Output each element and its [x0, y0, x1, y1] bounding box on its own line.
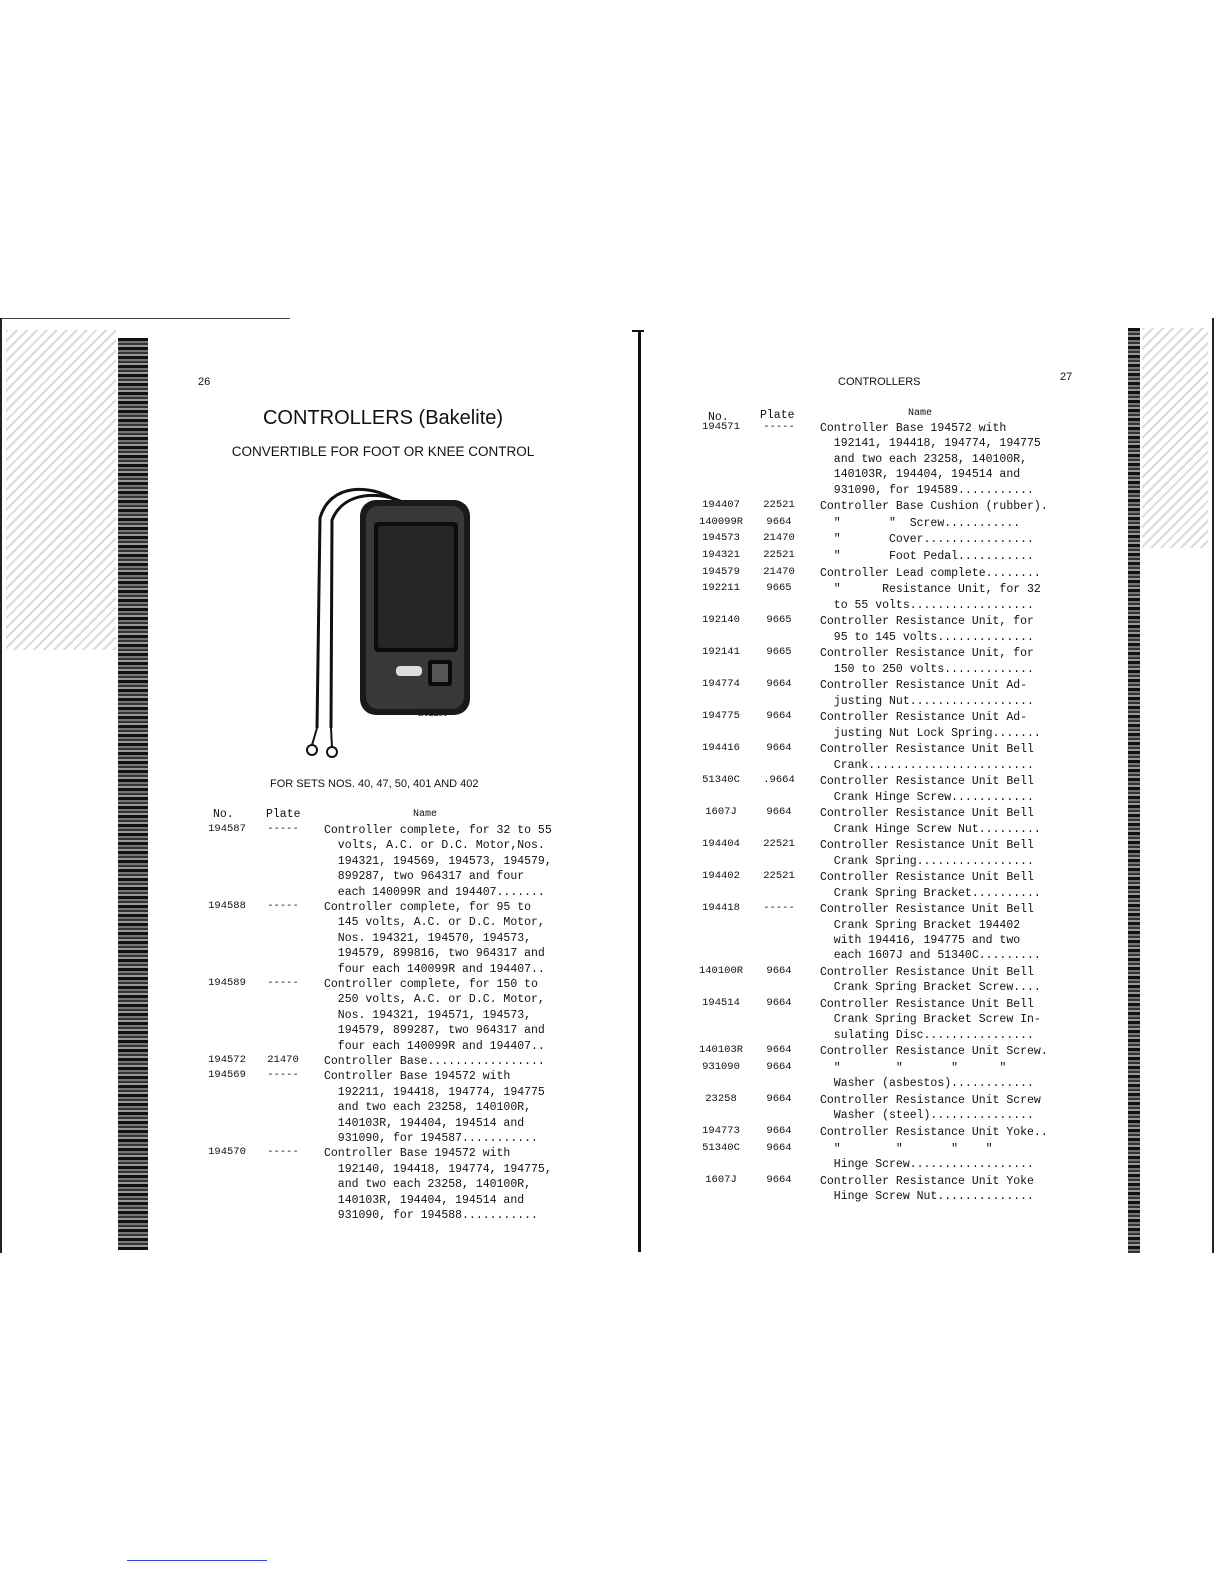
table-row — [690, 1093, 1070, 1124]
part-name: Controller Base 194572 with 192141, 194418, 194774, 194775 and two each 23258, 140100R, 140103R, 194404, 194514 and 931090, for 194589........... — [820, 422, 1041, 497]
table-row — [690, 1044, 1070, 1059]
table-row — [690, 774, 1070, 805]
plate-number: 9664 — [766, 1044, 792, 1057]
table-row — [690, 1125, 1070, 1140]
table-row — [690, 549, 1070, 564]
scan-noise-right — [1142, 328, 1208, 548]
part-name: " Resistance Unit, for 32 to 55 volts.................. — [833, 583, 1041, 612]
part-number: 192140 — [702, 614, 740, 627]
page-edge-right — [1212, 318, 1214, 1253]
table-row — [196, 900, 576, 977]
plate-number: 9664 — [766, 965, 792, 977]
col-header-name-right: Name — [908, 408, 933, 419]
plate-number: 9664 — [766, 1093, 792, 1105]
plate-number: ----- — [267, 977, 299, 989]
binding-strip-right — [1128, 328, 1140, 1253]
figure-caption: E1229I — [418, 708, 448, 719]
table-row — [690, 1142, 1070, 1173]
plate-number: 21470 — [763, 565, 795, 578]
plate-number: 9664 — [766, 742, 792, 755]
part-number: 140103R — [698, 1044, 744, 1057]
part-number: 1607J — [705, 1173, 737, 1186]
part-name: Controller Resistance Unit Yoke.. — [820, 1126, 1048, 1139]
scan-top-line — [0, 318, 290, 319]
part-number: 194589 — [208, 977, 246, 989]
table-row — [196, 823, 576, 900]
col-header-plate-right: Plate — [760, 409, 795, 422]
part-name: Controller complete, for 95 to 145 volts, A.C. or D.C. Motor, Nos. 194321, 194570, 194573, 194579, 899816, two 964317 and four each 140099R and 194407.. — [324, 901, 545, 976]
part-number: 194587 — [208, 823, 246, 835]
table-row — [690, 532, 1070, 547]
controller-illustration — [300, 478, 480, 763]
plate-number: ----- — [267, 1146, 299, 1159]
part-number: 194774 — [702, 678, 740, 691]
plate-number: ----- — [763, 902, 795, 915]
plate-number: .9664 — [763, 774, 795, 787]
page-edge-left — [0, 318, 2, 1253]
part-number: 192211 — [702, 582, 740, 595]
part-number: 140099R — [698, 515, 744, 528]
table-row — [690, 742, 1070, 773]
for-sets-line: FOR SETS NOS. 40, 47, 50, 401 AND 402 — [270, 778, 479, 790]
part-number: 194514 — [702, 997, 740, 1009]
part-name: Controller Resistance Unit Bell Crank Hinge Screw............ — [820, 775, 1034, 804]
plate-number: 9664 — [766, 1173, 792, 1186]
part-number: 194571 — [702, 421, 740, 433]
plate-number: 22521 — [763, 499, 795, 512]
part-number: 194569 — [208, 1069, 246, 1082]
page-title: CONTROLLERS (Bakelite) — [262, 407, 504, 429]
plate-number: ----- — [267, 900, 299, 912]
table-row — [690, 646, 1070, 677]
plate-number: 22521 — [763, 870, 795, 883]
plate-number: 9665 — [766, 646, 792, 659]
part-name: Controller Resistance Unit Ad- justing Nut.................. — [820, 679, 1034, 708]
table-row — [690, 710, 1070, 741]
part-name: " " " " Hinge Screw.................. — [833, 1142, 1034, 1171]
part-name: Controller Base................. — [324, 1055, 545, 1068]
part-number: 51340C — [702, 774, 740, 787]
part-number: 194407 — [702, 499, 740, 512]
plate-number: 9665 — [766, 614, 792, 627]
page-number-left: 26 — [198, 376, 211, 388]
part-name: Controller Resistance Unit Screw Washer (steel)............... — [820, 1094, 1041, 1123]
plate-number: 9664 — [766, 1125, 792, 1137]
plate-number: ----- — [267, 1069, 299, 1082]
part-name: Controller Base 194572 with 192140, 194418, 194774, 194775, and two each 23258, 140100R, 140103R, 194404, 194514 and 931090, for 194588........... — [324, 1147, 552, 1223]
plate-number: 9665 — [766, 582, 792, 595]
part-number: 194775 — [702, 710, 740, 723]
plate-number: 9664 — [766, 997, 792, 1009]
table-row — [196, 1146, 576, 1223]
binding-strip-left — [118, 338, 148, 1250]
page-number-right: 27 — [1060, 371, 1073, 383]
part-number: 194572 — [208, 1054, 246, 1066]
plate-number: ----- — [267, 823, 299, 835]
part-name: Controller Resistance Unit Bell Crank........................ — [820, 743, 1034, 772]
part-number: 194570 — [208, 1146, 246, 1159]
table-row — [196, 977, 576, 1054]
part-name: Controller Resistance Unit Bell Crank Spring................. — [820, 839, 1034, 868]
part-name: Controller Base 194572 with 192211, 194418, 194774, 194775 and two each 23258, 140100R, 140103R, 194404, 194514 and 931090, for 194587........... — [324, 1070, 545, 1146]
plate-number: 22521 — [763, 838, 795, 851]
plate-number: 9664 — [766, 806, 792, 819]
table-row — [690, 516, 1070, 531]
table-row — [690, 1061, 1070, 1092]
part-number: 51340C — [702, 1141, 740, 1154]
plate-number: 22521 — [763, 549, 795, 561]
part-name: Controller Resistance Unit Yoke Hinge Screw Nut.............. — [820, 1174, 1034, 1203]
part-name: Controller Lead complete........ — [820, 566, 1041, 580]
scan-noise-left — [6, 330, 116, 650]
table-row — [690, 997, 1070, 1043]
part-name: Controller Base Cushion (rubber). — [820, 500, 1048, 514]
plate-number: 9664 — [766, 1061, 792, 1073]
col-header-plate: Plate — [266, 808, 301, 821]
part-number: 140100R — [698, 965, 744, 977]
part-number: 194416 — [702, 742, 740, 755]
page-gutter — [638, 330, 641, 1252]
table-row — [690, 806, 1070, 837]
table-row — [690, 582, 1070, 613]
part-number: 194321 — [702, 549, 740, 561]
part-number: 931090 — [702, 1061, 740, 1073]
part-name: Controller complete, for 150 to 250 volts, A.C. or D.C. Motor, Nos. 194321, 194571, 194573, 194579, 899287, two 964317 and four each 140099R and 194407.. — [324, 978, 545, 1053]
part-number: 1607J — [705, 806, 737, 819]
table-row — [196, 1054, 576, 1069]
part-number: 192141 — [702, 646, 740, 659]
plate-number: ----- — [763, 421, 795, 433]
table-row — [196, 1069, 576, 1146]
part-name: " " " " Washer (asbestos)............ — [833, 1062, 1034, 1091]
part-number: 194579 — [702, 565, 740, 578]
gutter-tick — [632, 330, 644, 332]
plate-number: 21470 — [267, 1054, 299, 1066]
part-number: 194588 — [208, 900, 246, 912]
table-row — [690, 499, 1070, 514]
running-head: CONTROLLERS — [838, 376, 921, 388]
table-row — [690, 1174, 1070, 1205]
part-name: Controller Resistance Unit Ad- justing Nut Lock Spring....... — [820, 711, 1041, 740]
col-header-name: Name — [413, 809, 438, 820]
part-name: Controller Resistance Unit Screw. — [820, 1045, 1048, 1059]
table-row — [690, 870, 1070, 901]
col-header-no-right: No. — [708, 411, 729, 424]
part-number: 194773 — [702, 1125, 740, 1137]
part-number: 194402 — [702, 870, 740, 883]
part-number: 194404 — [702, 838, 740, 851]
page-subtitle: CONVERTIBLE FOR FOOT OR KNEE CONTROL — [231, 444, 535, 459]
table-row — [690, 566, 1070, 581]
part-name: " " Screw........... — [820, 516, 1021, 530]
part-number: 23258 — [705, 1093, 737, 1105]
part-name: Controller Resistance Unit, for 150 to 250 volts............. — [820, 647, 1034, 676]
col-header-no: No. — [213, 808, 234, 821]
part-name: Controller Resistance Unit Bell Crank Spring Bracket 194402 with 194416, 194775 and two each 1607J and 51340C......... — [820, 903, 1041, 963]
part-name: Controller Resistance Unit Bell Crank Spring Bracket Screw.... — [820, 966, 1041, 995]
part-name: Controller Resistance Unit Bell Crank Spring Bracket.......... — [820, 871, 1041, 900]
table-row — [690, 965, 1070, 996]
part-name: Controller Resistance Unit, for 95 to 145 volts.............. — [820, 615, 1034, 644]
part-name: Controller complete, for 32 to 55 volts, A.C. or D.C. Motor,Nos. 194321, 194569, 194573, 194579, 899287, two 964317 and four each 140099R and 194407....... — [324, 824, 552, 899]
part-number: 194573 — [702, 532, 740, 545]
table-row — [690, 838, 1070, 869]
part-number: 194418 — [702, 902, 740, 915]
part-name: Controller Resistance Unit Bell Crank Hinge Screw Nut......... — [820, 807, 1041, 836]
part-name: " Cover................ — [820, 533, 1034, 547]
table-row — [690, 614, 1070, 645]
table-row — [690, 421, 1070, 498]
footer-rule — [127, 1560, 267, 1561]
plate-number: 9664 — [766, 678, 792, 691]
table-row — [690, 902, 1070, 964]
part-name: Controller Resistance Unit Bell Crank Spring Bracket Screw In- sulating Disc................ — [820, 998, 1041, 1042]
plate-number: 21470 — [763, 532, 795, 545]
table-row — [690, 678, 1070, 709]
part-name: " Foot Pedal........... — [820, 550, 1034, 563]
plate-number: 9664 — [766, 515, 792, 528]
plate-number: 9664 — [766, 710, 792, 723]
plate-number: 9664 — [766, 1141, 792, 1154]
